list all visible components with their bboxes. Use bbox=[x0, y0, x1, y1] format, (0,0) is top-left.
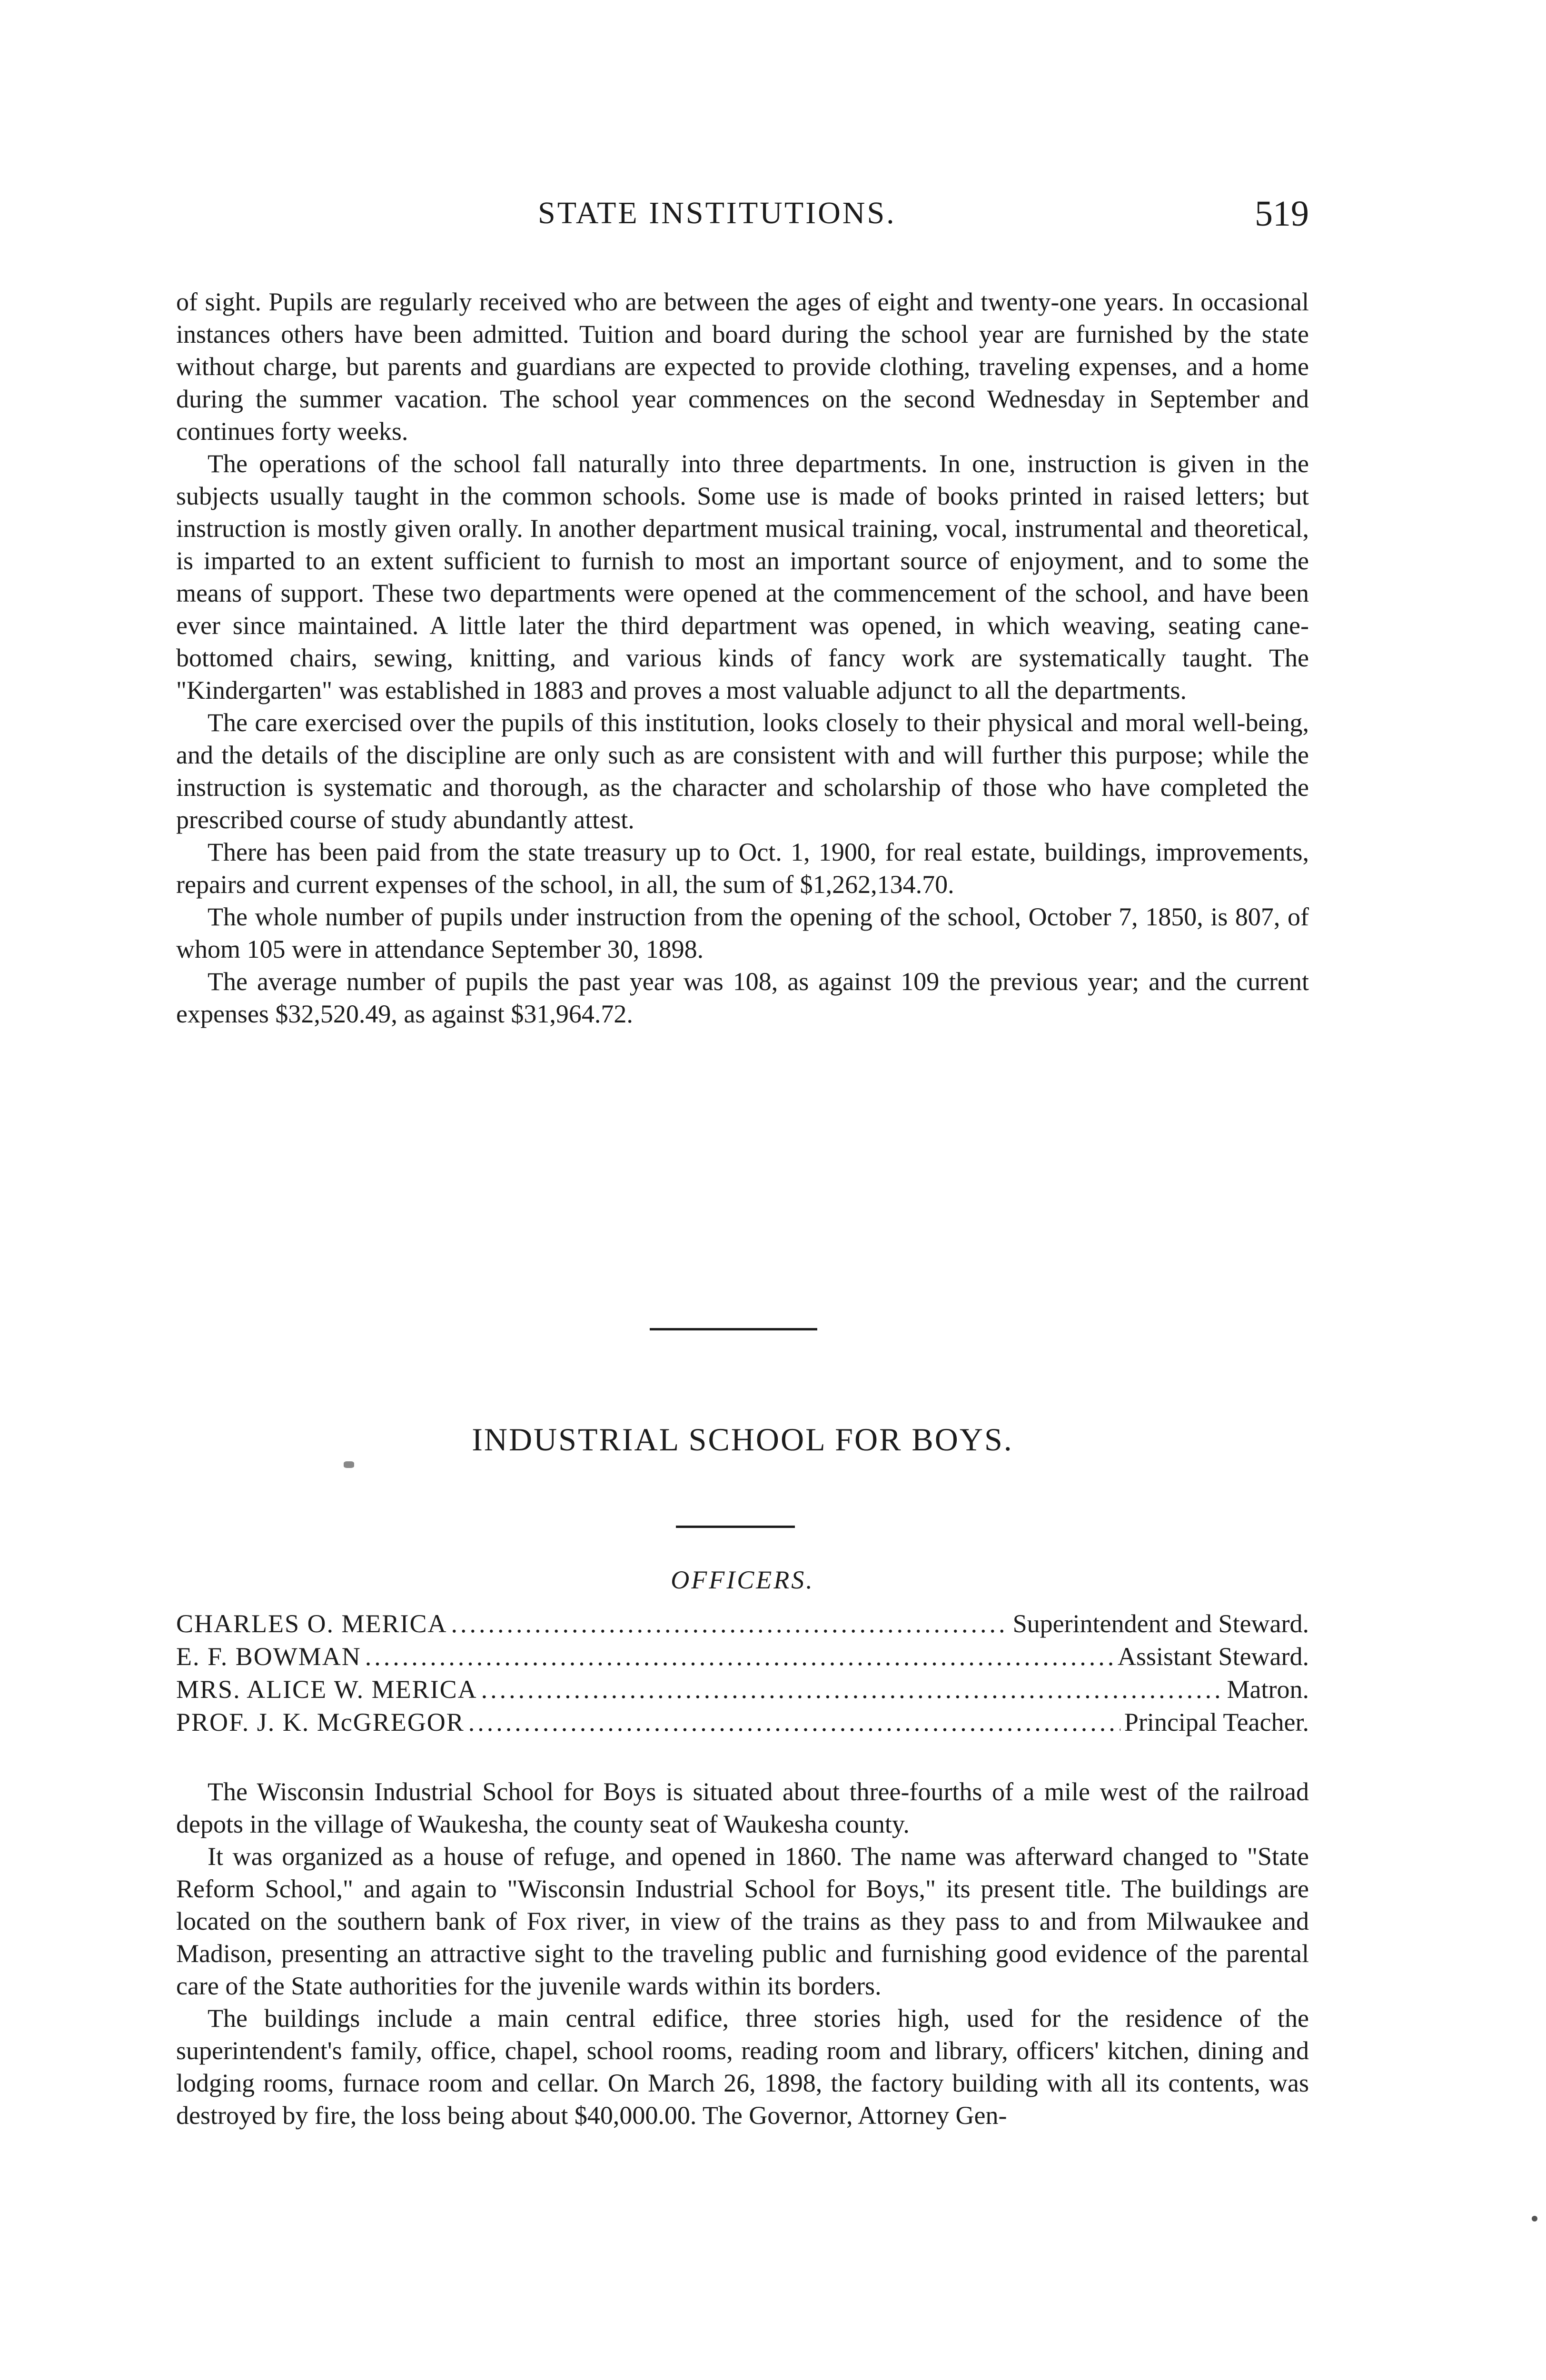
paragraph: There has been paid from the state treasury up to Oct. 1, 1900, for real estate, buildings, improvements, repairs and current expenses of the school, in all, the sum of $1,262,134.70. bbox=[176, 838, 1309, 899]
dot-leader bbox=[468, 1707, 1120, 1737]
paragraph: The average number of pupils the past year was 108, as against 109 the previous year; and the current expenses $32,520.49, as against $31,964.72. bbox=[176, 967, 1309, 1028]
officer-title: Matron. bbox=[1227, 1675, 1309, 1704]
running-title: STATE INSTITUTIONS. bbox=[538, 196, 896, 230]
officer-title: Assistant Steward. bbox=[1118, 1642, 1309, 1671]
officers-list bbox=[176, 1609, 1309, 1740]
page-number: 519 bbox=[1255, 194, 1309, 234]
paragraph: The whole number of pupils under instruction from the opening of the school, October 7, 1850, is 807, of whom 105 were in attendance September 30, 1898. bbox=[176, 902, 1309, 963]
scan-speck bbox=[344, 1461, 354, 1468]
body-text-top bbox=[176, 286, 1309, 1030]
running-head bbox=[176, 195, 1309, 248]
officer-name: CHARLES O. MERICA bbox=[176, 1609, 447, 1638]
paragraph: The buildings include a main central edifice, three stories high, used for the residence of the superintendent's family, office, chapel, school rooms, reading room and library, officers' kitchen, dining and lodging rooms, furnace room and cellar. On March 26, 1898, the factory building with all its contents, was destroyed by fire, the loss being about $40,000.00. The Governor, Attorney Gen- bbox=[176, 2004, 1309, 2130]
officer-name: E. F. BOWMAN bbox=[176, 1642, 361, 1671]
dot-leader bbox=[365, 1642, 1114, 1671]
officer-row bbox=[176, 1609, 1309, 1642]
title-underline-rule bbox=[676, 1526, 795, 1528]
dot-leader bbox=[451, 1609, 1009, 1638]
body-text-bottom bbox=[176, 1775, 1309, 2132]
paragraph: The operations of the school fall naturally into three departments. In one, instruction is given in the subjects usually taught in the common schools. Some use is made of books printed in raised letters; but instruction is mostly given orally. In another department musical training, vocal, instrumental and theoretical, is imparted to an extent sufficient to furnish to most an important source of enjoyment, and to some the means of support. These two departments were opened at the commencement of the school, and have been ever since maintained. A little later the third department was opened, in which weaving, seating cane-bottomed chairs, sewing, knitting, and various kinds of fancy work are systematically taught. The "Kindergarten" was established in 1883 and proves a most valuable adjunct to all the departments. bbox=[176, 449, 1309, 704]
officer-row bbox=[176, 1675, 1309, 1707]
section-divider-rule bbox=[650, 1328, 817, 1330]
paragraph: The care exercised over the pupils of this institution, looks closely to their physical and moral well-being, and the details of the discipline are only such as are consistent with and will further this purpose; while the instruction is systematic and thorough, as the character and scholarship of those who have completed the prescribed course of study abundantly attest. bbox=[176, 708, 1309, 834]
officer-name: MRS. ALICE W. MERICA bbox=[176, 1675, 477, 1704]
officer-row bbox=[176, 1642, 1309, 1675]
section-title: INDUSTRIAL SCHOOL FOR BOYS. bbox=[472, 1421, 1013, 1458]
dot-leader bbox=[481, 1675, 1223, 1704]
paragraph: The Wisconsin Industrial School for Boys is situated about three-fourths of a mile west of the railroad depots in the village of Waukesha, the county seat of Waukesha county. bbox=[176, 1777, 1309, 1838]
officer-row bbox=[176, 1707, 1309, 1740]
scan-speck bbox=[1532, 2216, 1537, 2221]
paragraph: It was organized as a house of refuge, and opened in 1860. The name was afterward changed to "State Reform School," and again to "Wisconsin Industrial School for Boys," its present title. The buildings are located on the southern bank of Fox river, in view of the trains as they pass to and from Milwaukee and Madison, presenting an attractive sight to the traveling public and furnishing good evidence of the parental care of the State authorities for the juvenile wards within its borders. bbox=[176, 1842, 1309, 2000]
paragraph-continued: of sight. Pupils are regularly received who are between the ages of eight and twenty-one years. In occasional instances others have been admitted. Tuition and board during the school year are furnished by the state without charge, but parents and guardians are expected to provide clothing, traveling expenses, and a home during the summer vacation. The school year commences on the second Wednesday in September and continues forty weeks. bbox=[176, 288, 1309, 446]
officer-title: Superintendent and Steward. bbox=[1012, 1609, 1309, 1638]
officer-name: PROF. J. K. McGREGOR bbox=[176, 1708, 465, 1736]
officer-title: Principal Teacher. bbox=[1124, 1708, 1309, 1736]
officers-heading: OFFICERS. bbox=[671, 1566, 814, 1594]
